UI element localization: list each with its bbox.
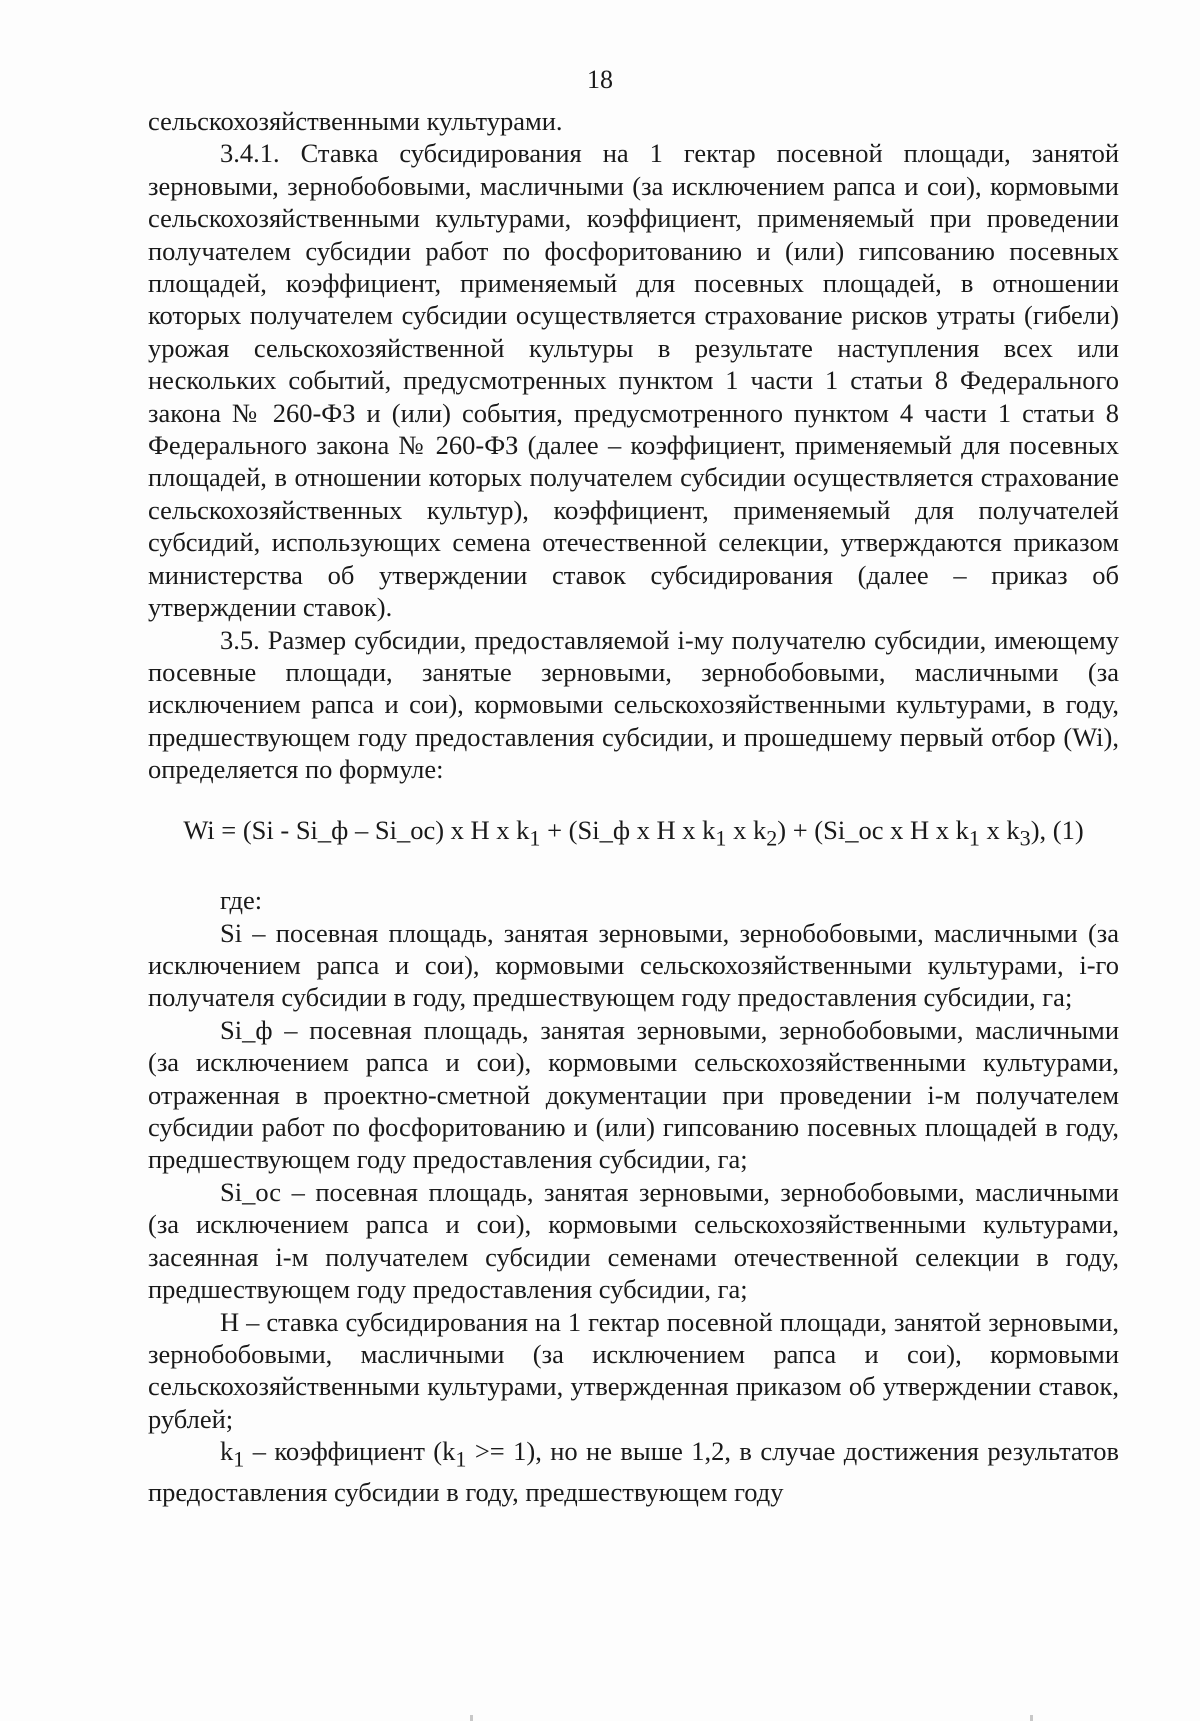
definition-si: Si – посевная площадь, занятая зерновыми, зернобобовыми, масличными (за исключением рапса и сои), кормовыми сельскохозяйственными культурами, i-го получателя субсидии в году, предшествующем году предоставления субсидии, га; xyxy=(148,917,1119,1013)
k1-rest: >= 1), но не выше 1,2, в случае достижения результатов предоставления субсидии в году, предшествующем году xyxy=(148,1436,1119,1507)
k1-mid: – коэффициент (k xyxy=(244,1436,456,1467)
k1-lead: k xyxy=(220,1436,234,1467)
formula-part: Wi = (Si - Si_ф – Si_oc) x H x k xyxy=(183,814,530,845)
formula-part: x k xyxy=(726,814,767,845)
k1-subscript: 1 xyxy=(233,1446,245,1472)
paragraph-continuation: сельскохозяйственными культурами. xyxy=(148,106,563,136)
formula-part: ) + (Si_oc x H x k xyxy=(777,814,969,845)
where-label: где: xyxy=(220,885,263,916)
definition-si-oc: Si_ос – посевная площадь, занятая зерновыми, зернобобовыми, масличными (за исключением рапса и сои), кормовыми сельскохозяйственными культурами, засеянная i-м получателем субсидии семенами отечественной селекции в году, предшествующем году предоставления субсидии, га; xyxy=(148,1176,1119,1305)
document-body xyxy=(148,105,1119,1508)
formula-part: + (Si_ф x H x k xyxy=(540,814,716,845)
k1-subscript: 1 xyxy=(455,1446,467,1472)
formula-part: x k xyxy=(979,814,1020,845)
formula-subscript: 1 xyxy=(968,824,980,850)
scan-artifact xyxy=(470,1715,473,1721)
formula-subscript: 1 xyxy=(715,824,727,850)
definition-k1 xyxy=(148,1435,1119,1508)
formula-subscript: 1 xyxy=(529,824,541,850)
formula-subscript: 2 xyxy=(766,824,778,850)
paragraph-3-5: 3.5. Размер субсидии, предоставляемой i-му получателю субсидии, имеющему посевные площади, занятые зерновыми, зернобобовыми, масличными (за исключением рапса и сои), кормовыми сельскохозяйственными культурами, в году, предшествующем году предоставления субсидии, и прошедшему первый отбор (Wi), определяется по формуле: xyxy=(148,624,1119,785)
formula-wi xyxy=(148,814,1119,855)
definition-h: Н – ставка субсидирования на 1 гектар посевной площади, занятой зерновыми, зернобобовыми, масличными (за исключением рапса и сои), кормовыми сельскохозяйственными культурами, утвержденная приказом об утверждении ставок, рублей; xyxy=(148,1306,1119,1434)
formula-part: ), (1) xyxy=(1030,814,1084,845)
definition-si-f: Si_ф – посевная площадь, занятая зерновыми, зернобобовыми, масличными (за исключением рапса и сои), кормовыми сельскохозяйственными культурами, отраженная в проектно-сметной документации при проведении i-м получателем субсидии работ по фосфоритованию и (или) гипсованию посевных площадей в году, предшествующем году предоставления субсидии, га; xyxy=(148,1014,1119,1175)
paragraph-3-4-1: 3.4.1. Ставка субсидирования на 1 гектар посевной площади, занятой зерновыми, зернобобовыми, масличными (за исключением рапса и сои), кормовыми сельскохозяйственными культурами, коэффициент, применяемый при проведении получателем субсидии работ по фосфоритованию и (или) гипсованию посевных площадей, коэффициент, применяемый для посевных площадей, в отношении которых получателем субсидии осуществляется страхование рисков утраты (гибели) урожая сельскохозяйственной культуры в результате наступления всех или нескольких событий, предусмотренных пунктом 1 части 1 статьи 8 Федерального закона № 260-ФЗ и (или) события, предусмотренного пунктом 4 части 1 статьи 8 Федерального закона № 260-ФЗ (далее – коэффициент, применяемый для посевных площадей, в отношении которых получателем субсидии осуществляется страхование сельскохозяйственных культур), коэффициент, применяемый для получателей субсидий, использующих семена отечественной селекции, утверждаются приказом министерства об утверждении ставок субсидирования (далее – приказ об утверждении ставок). xyxy=(148,138,1119,623)
scan-artifact xyxy=(1030,1715,1033,1721)
page-number: 18 xyxy=(587,65,613,94)
formula-subscript: 3 xyxy=(1019,824,1031,850)
